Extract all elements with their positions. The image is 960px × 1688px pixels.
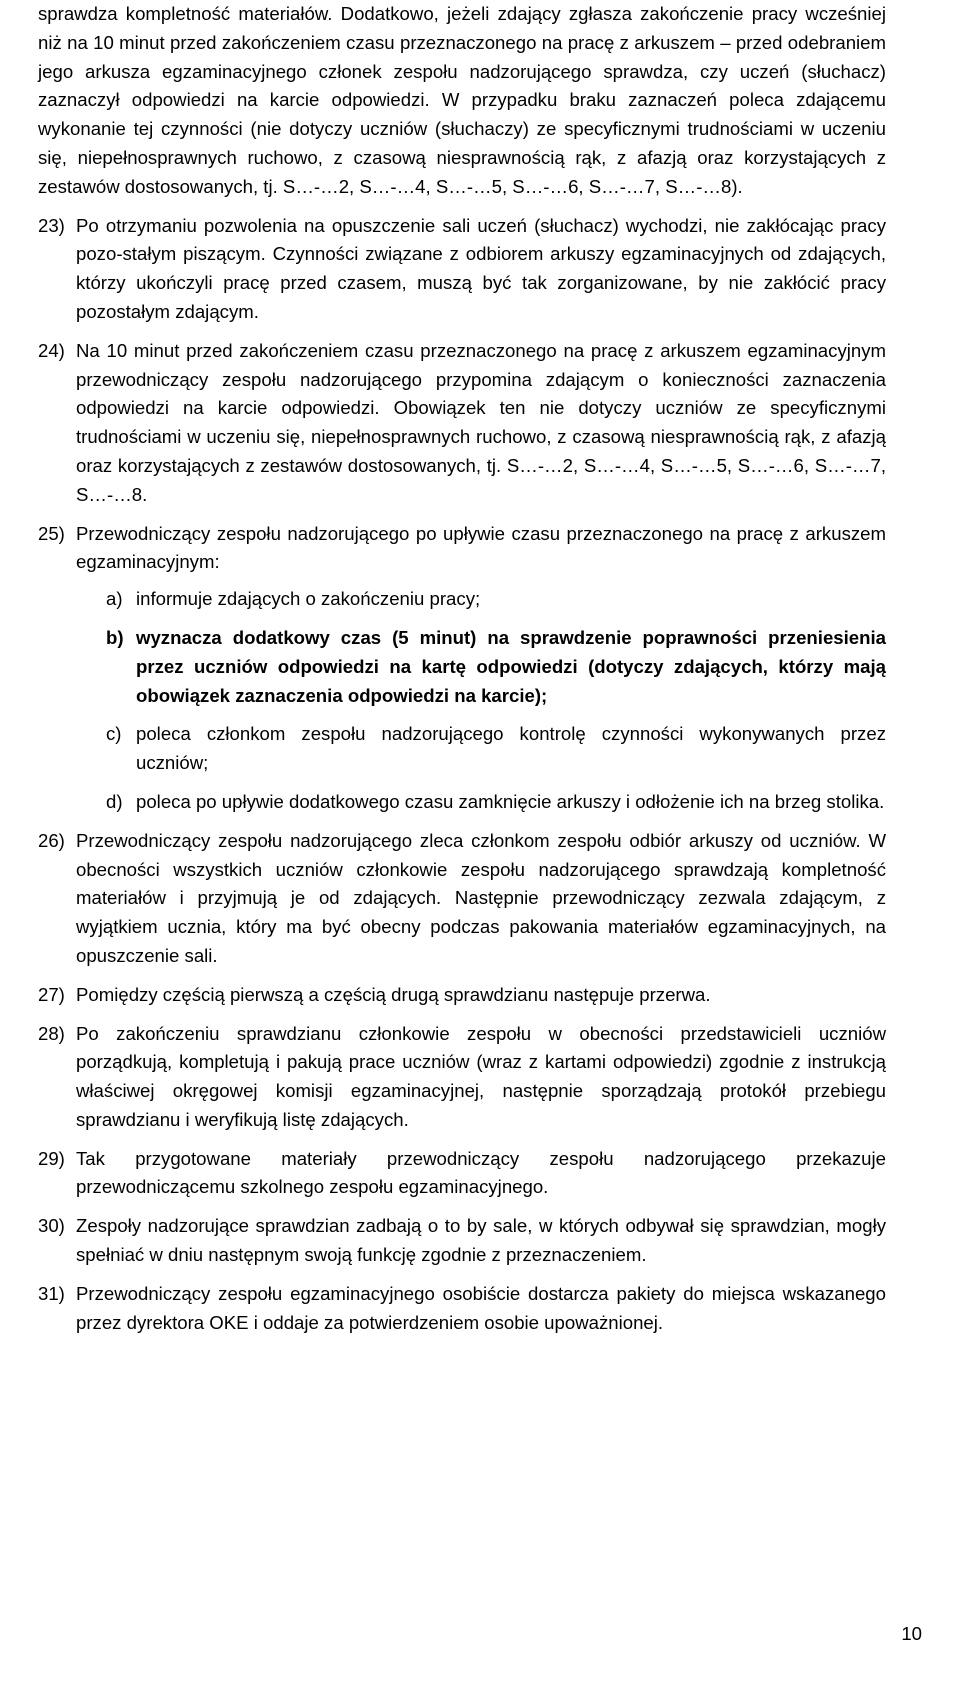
item-text: Zespoły nadzorujące sprawdzian zadbają o to by sale, w których odbywał się sprawdzian, mogły spełniać w dniu następnym swoją funkcję zgodnie z przeznaczeniem. (76, 1215, 886, 1266)
sub-letter: c) (106, 723, 122, 745)
list-item-30 (38, 1212, 886, 1270)
list-item-29 (38, 1145, 886, 1203)
intro-paragraph: sprawdza kompletność materiałów. Dodatkowo, jeżeli zdający zgłasza zakończenie pracy wcześniej niż na 10 minut przed zakończeniem czasu przeznaczonego na pracę z arkuszem – przed odebraniem jego arkusza egzaminacyjnego członek zespołu nadzorującego sprawdza, czy uczeń (słuchacz) zaznaczył odpowiedzi na karcie odpowiedzi. W przypadku braku zaznaczeń poleca zdającemu wykonanie tej czynności (nie dotyczy uczniów (słuchaczy) ze specyficznymi trudnościami w uczeniu się, niepełnosprawnych ruchowo, z czasową niesprawnością rąk, z afazją oraz korzystających z zestawów dostosowanych, tj. S…-…2, S…-…4, S…-…5, S…-…6, S…-…7, S…-…8). (38, 3, 886, 197)
sub-text: wyznacza dodatkowy czas (5 minut) na sprawdzenie poprawności przeniesienia przez uczniów odpowiedzi na kartę odpowiedzi (dotyczy zdających, którzy mają obowiązek zaznaczenia odpowiedzi na karcie); (136, 626, 886, 706)
item-text: Po zakończeniu sprawdzianu członkowie zespołu w obecności przedstawicieli uczniów porządkują, kompletują i pakują prace uczniów (wraz z kartami odpowiedzi) zgodnie z instrukcją właściwej okręgowej komisji egzaminacyjnej, następnie sporządzają protokół przebiegu sprawdzianu i weryfikują listę zdających. (76, 1022, 886, 1130)
item-number: 28) (38, 1022, 65, 1044)
item-number: 31) (38, 1282, 65, 1304)
item-number: 29) (38, 1147, 65, 1169)
list-item-27 (38, 981, 886, 1010)
sub-letter: b) (106, 626, 124, 648)
item-text: Przewodniczący zespołu nadzorującego po upływie czasu przeznaczonego na pracę z arkuszem egzaminacyjnym: (76, 522, 886, 573)
sub-text: informuje zdających o zakończeniu pracy; (136, 588, 481, 610)
item-number: 26) (38, 829, 65, 851)
list-item-25 (38, 520, 886, 817)
sub-item-b (76, 624, 886, 710)
sub-list (76, 585, 886, 817)
item-text: Na 10 minut przed zakończeniem czasu przeznaczonego na pracę z arkuszem egzaminacyjnym przewodniczący zespołu nadzorującego przypomina zdającym o konieczności zaznaczenia odpowiedzi na karcie odpowiedzi. Obowiązek ten nie dotyczy uczniów ze specyficznymi trudnościami w uczeniu się, niepełnosprawnych ruchowo, z czasową niesprawnością rąk, z afazją oraz korzystających z zestawów dostosowanych, tj. S…-…2, S…-…4, S…-…5, S…-…6, S…-…7, S…-…8. (76, 339, 886, 505)
item-text: Przewodniczący zespołu nadzorującego zleca członkom zespołu odbiór arkuszy od uczniów. W obecności wszystkich uczniów członkowie zespołu nadzorującego sprawdzają kompletność materiałów i przyjmują je od zdających. Następnie przewodniczący zezwala zdającym, z wyjątkiem ucznia, który ma być obecny podczas pakowania materiałów egzaminacyjnych, na opuszczenie sali. (76, 829, 886, 966)
item-number: 24) (38, 339, 65, 361)
list-item-23 (38, 212, 886, 327)
sub-letter: d) (106, 790, 123, 812)
item-number: 27) (38, 983, 65, 1005)
item-text: Po otrzymaniu pozwolenia na opuszczenie sali uczeń (słuchacz) wychodzi, nie zakłócając pracy pozo-stałym piszącym. Czynności związane z odbiorem arkuszy egzaminacyjnych od zdających, którzy ukończyli pracę przed czasem, muszą być tak zorganizowane, by nie zakłócić pracy pozostałym zdającym. (76, 214, 886, 322)
sub-item-d (76, 788, 886, 817)
item-text: Pomiędzy częścią pierwszą a częścią drugą sprawdzianu następuje przerwa. (76, 983, 711, 1005)
item-number: 25) (38, 522, 65, 544)
list-item-31 (38, 1280, 886, 1338)
list-item-26 (38, 827, 886, 971)
item-text: Przewodniczący zespołu egzaminacyjnego osobiście dostarcza pakiety do miejsca wskazanego przez dyrektora OKE i oddaje za potwierdzeniem osobie upoważnionej. (76, 1282, 886, 1333)
sub-text: poleca po upływie dodatkowego czasu zamknięcie arkuszy i odłożenie ich na brzeg stolika. (136, 790, 885, 812)
document-page (38, 0, 886, 1337)
sub-text: poleca członkom zespołu nadzorującego kontrolę czynności wykonywanych przez uczniów; (136, 723, 886, 774)
item-text: Tak przygotowane materiały przewodniczący zespołu nadzorującego przekazuje przewodniczącemu szkolnego zespołu egzaminacyjnego. (76, 1147, 886, 1198)
item-number: 23) (38, 214, 65, 236)
list-item-24 (38, 337, 886, 510)
sub-item-c (76, 720, 886, 778)
list-item-28 (38, 1020, 886, 1135)
sub-item-a (76, 585, 886, 614)
sub-letter: a) (106, 588, 123, 610)
page-number: 10 (901, 1623, 922, 1644)
item-number: 30) (38, 1215, 65, 1237)
